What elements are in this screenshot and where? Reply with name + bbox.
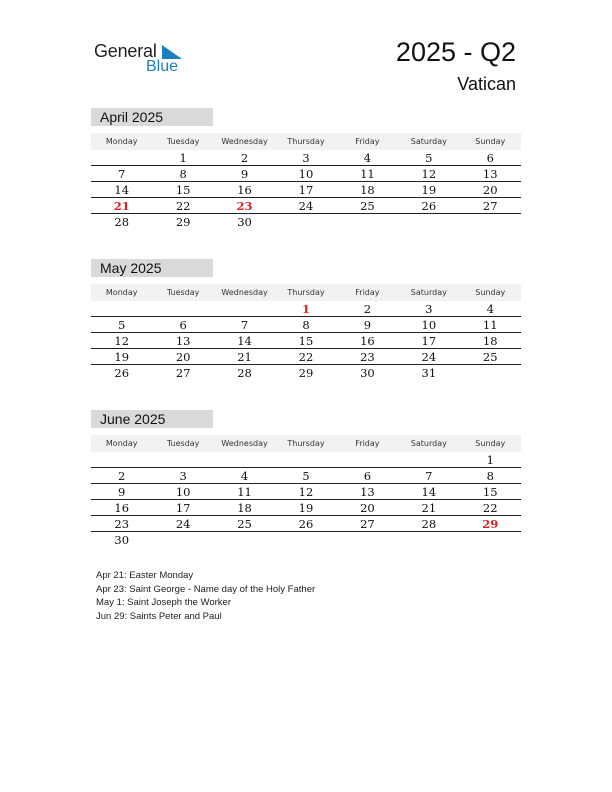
- day-cell: 5: [118, 318, 126, 332]
- day-cell: [152, 301, 213, 316]
- day-cell: 24: [175, 517, 191, 531]
- day-cell: 17: [175, 501, 191, 515]
- holiday-note: Apr 23: Saint George - Name day of the Holy Father: [96, 583, 316, 595]
- day-cell: 3: [179, 469, 187, 483]
- day-cell: [460, 365, 521, 381]
- day-cell: 7: [425, 469, 433, 483]
- day-cell: 14: [421, 485, 437, 499]
- day-cell: 20: [482, 183, 498, 197]
- weekday-label: Saturday: [410, 288, 447, 297]
- month-label: June 2025: [91, 410, 213, 428]
- holiday-note: May 1: Saint Joseph the Worker: [96, 597, 231, 608]
- weekday-label: Thursday: [287, 288, 325, 297]
- weekday-label: Monday: [105, 137, 138, 146]
- month-june: [91, 410, 521, 548]
- weekday-label: Wednesday: [221, 137, 268, 146]
- week-row: [91, 301, 521, 317]
- day-cell: 15: [175, 183, 191, 197]
- day-cell: 5: [302, 469, 310, 483]
- logo-word-general: General: [94, 41, 157, 61]
- weekday-label: Tuesday: [166, 439, 200, 448]
- day-cell: 21: [237, 350, 252, 364]
- weekday-label: Friday: [355, 288, 380, 297]
- day-cell: [214, 532, 275, 548]
- holiday-note: Jun 29: Saints Peter and Paul: [96, 610, 222, 622]
- day-cell: 21: [421, 501, 437, 515]
- weekday-label: Sunday: [475, 288, 506, 297]
- week-row: [91, 349, 521, 365]
- day-cell: 22: [175, 199, 191, 213]
- day-cell: 30: [237, 215, 252, 229]
- day-cell: [275, 532, 336, 548]
- week-row: [91, 516, 521, 532]
- day-cell: [398, 532, 459, 548]
- day-cell: 9: [240, 167, 249, 181]
- day-cell: 26: [298, 517, 314, 531]
- week-row: [91, 198, 521, 214]
- day-cell: 30: [114, 533, 130, 547]
- day-cell: 20: [360, 501, 375, 515]
- day-cell: [337, 532, 398, 548]
- day-cell: 14: [114, 183, 130, 197]
- day-cell: [152, 532, 213, 548]
- day-cell: [460, 214, 521, 230]
- day-cell: [214, 301, 275, 316]
- weekday-label: Saturday: [410, 137, 447, 146]
- month-april: [91, 108, 521, 230]
- day-cell: [214, 452, 275, 467]
- weekday-label: Monday: [105, 288, 138, 297]
- day-cell: 23: [236, 199, 253, 213]
- day-cell: 17: [421, 334, 437, 348]
- day-cell: 10: [175, 485, 191, 499]
- holiday-note: Apr 21: Easter Monday: [96, 570, 194, 581]
- day-cell: 1: [179, 151, 187, 165]
- day-cell: 16: [114, 501, 130, 515]
- day-cell: 19: [421, 183, 437, 197]
- month-may: [91, 259, 521, 381]
- day-cell: 26: [114, 366, 130, 380]
- page-title: 2025 - Q2: [395, 37, 516, 67]
- day-cell: 18: [482, 334, 498, 348]
- day-cell: 28: [421, 517, 437, 531]
- day-cell: 13: [482, 167, 498, 181]
- logo-flag-icon: [162, 45, 182, 59]
- day-cell: 8: [302, 318, 310, 332]
- weekday-label: Wednesday: [221, 288, 268, 297]
- day-cell: 10: [298, 167, 314, 181]
- brand-logo: [94, 41, 194, 81]
- day-cell: 27: [482, 199, 498, 213]
- week-row: [91, 500, 521, 516]
- day-cell: 13: [175, 334, 191, 348]
- day-cell: 2: [240, 151, 249, 165]
- week-row: [91, 484, 521, 500]
- month-grid: [91, 301, 521, 381]
- day-cell: 16: [237, 183, 252, 197]
- weekday-label: Tuesday: [166, 137, 200, 146]
- day-cell: 23: [360, 350, 375, 364]
- week-row: [91, 150, 521, 166]
- day-cell: [337, 452, 398, 467]
- day-cell: 22: [482, 501, 498, 515]
- country-name: Vatican: [457, 74, 516, 94]
- week-row: [91, 214, 521, 230]
- weekday-header: [91, 435, 521, 452]
- weekday-label: Tuesday: [166, 288, 200, 297]
- day-cell: 12: [298, 485, 314, 499]
- day-cell: 21: [113, 199, 130, 213]
- week-row: [91, 532, 521, 548]
- day-cell: 15: [482, 485, 498, 499]
- day-cell: 13: [360, 485, 375, 499]
- month-label: May 2025: [91, 259, 213, 277]
- logo-word-blue: Blue: [146, 58, 179, 75]
- day-cell: [398, 452, 459, 467]
- day-cell: [91, 301, 152, 316]
- day-cell: 6: [486, 151, 494, 165]
- day-cell: 19: [298, 501, 314, 515]
- day-cell: 31: [421, 366, 437, 380]
- week-row: [91, 333, 521, 349]
- week-row: [91, 166, 521, 182]
- day-cell: 10: [421, 318, 437, 332]
- day-cell: 2: [118, 469, 126, 483]
- day-cell: 24: [421, 350, 437, 364]
- weekday-label: Thursday: [287, 439, 325, 448]
- weekday-label: Saturday: [410, 439, 447, 448]
- weekday-label: Wednesday: [221, 439, 268, 448]
- day-cell: [275, 452, 336, 467]
- week-row: [91, 468, 521, 484]
- day-cell: 4: [240, 469, 249, 483]
- day-cell: 1: [301, 302, 310, 316]
- day-cell: 29: [298, 366, 314, 380]
- day-cell: 25: [482, 350, 498, 364]
- month-grid: [91, 452, 521, 548]
- weekday-header: [91, 133, 521, 150]
- day-cell: 27: [360, 517, 375, 531]
- holiday-notes: [96, 569, 315, 623]
- day-cell: 17: [298, 183, 314, 197]
- weekday-label: Friday: [355, 439, 380, 448]
- day-cell: 24: [298, 199, 314, 213]
- day-cell: 25: [360, 199, 375, 213]
- day-cell: 20: [175, 350, 191, 364]
- day-cell: [275, 214, 336, 230]
- day-cell: 6: [179, 318, 187, 332]
- day-cell: 30: [360, 366, 375, 380]
- day-cell: 29: [175, 215, 191, 229]
- day-cell: 3: [425, 302, 433, 316]
- day-cell: 28: [114, 215, 130, 229]
- day-cell: 4: [486, 302, 494, 316]
- day-cell: 11: [482, 318, 498, 332]
- day-cell: 23: [114, 517, 130, 531]
- day-cell: 12: [421, 167, 437, 181]
- day-cell: [91, 452, 152, 467]
- day-cell: 28: [237, 366, 252, 380]
- month-label: April 2025: [91, 108, 213, 126]
- day-cell: 18: [237, 501, 252, 515]
- day-cell: 29: [482, 517, 499, 531]
- day-cell: 8: [486, 469, 494, 483]
- weekday-header: [91, 284, 521, 301]
- day-cell: 7: [118, 167, 126, 181]
- weekday-label: Sunday: [475, 137, 506, 146]
- day-cell: 14: [237, 334, 252, 348]
- day-cell: 7: [240, 318, 249, 332]
- day-cell: 15: [298, 334, 314, 348]
- day-cell: 9: [363, 318, 372, 332]
- day-cell: 22: [298, 350, 314, 364]
- day-cell: [460, 532, 521, 548]
- day-cell: 19: [114, 350, 130, 364]
- day-cell: 6: [363, 469, 372, 483]
- day-cell: [398, 214, 459, 230]
- day-cell: 25: [237, 517, 252, 531]
- day-cell: 11: [360, 167, 375, 181]
- month-grid: [91, 150, 521, 230]
- day-cell: 16: [360, 334, 375, 348]
- day-cell: 18: [360, 183, 375, 197]
- day-cell: 26: [421, 199, 437, 213]
- week-row: [91, 182, 521, 198]
- day-cell: 27: [175, 366, 191, 380]
- day-cell: 12: [114, 334, 130, 348]
- day-cell: 2: [363, 302, 372, 316]
- weekday-label: Monday: [105, 439, 138, 448]
- weekday-label: Friday: [355, 137, 380, 146]
- week-row: [91, 452, 521, 468]
- day-cell: [152, 452, 213, 467]
- day-cell: 4: [363, 151, 372, 165]
- day-cell: 8: [179, 167, 187, 181]
- day-cell: [91, 150, 152, 165]
- day-cell: [337, 214, 398, 230]
- day-cell: 11: [237, 485, 252, 499]
- day-cell: 5: [425, 151, 433, 165]
- week-row: [91, 365, 521, 381]
- week-row: [91, 317, 521, 333]
- day-cell: 1: [486, 453, 494, 467]
- day-cell: 9: [118, 485, 126, 499]
- weekday-label: Sunday: [475, 439, 506, 448]
- weekday-label: Thursday: [287, 137, 325, 146]
- day-cell: 3: [302, 151, 310, 165]
